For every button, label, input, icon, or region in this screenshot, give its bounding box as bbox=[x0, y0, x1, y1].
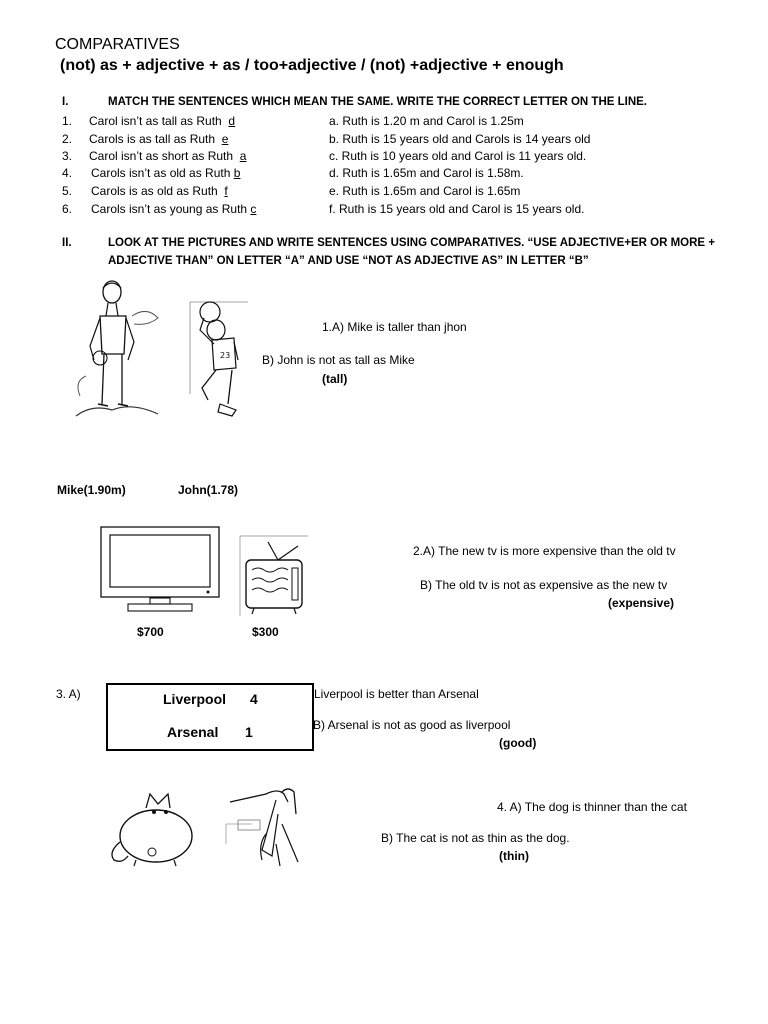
item-option: b. Ruth is 15 years old and Carols is 14 years old bbox=[329, 132, 591, 146]
thin-dog-picture bbox=[222, 784, 308, 870]
q2-answer-a: 2.A) The new tv is more expensive than the old tv bbox=[413, 544, 676, 558]
item-answer: a bbox=[239, 149, 247, 163]
team2-name: Arsenal bbox=[167, 724, 219, 740]
item-sentence bbox=[89, 114, 235, 128]
q4-adjective: (thin) bbox=[499, 849, 529, 863]
item-number: 2. bbox=[62, 132, 73, 146]
new-tv-picture bbox=[100, 526, 220, 614]
price-old-tv: $300 bbox=[252, 625, 279, 639]
item-sentence bbox=[91, 184, 228, 198]
section1-heading: MATCH THE SENTENCES WHICH MEAN THE SAME. WRITE THE CORRECT LETTER ON THE LINE. bbox=[108, 96, 648, 108]
worksheet-subtitle: (not) as + adjective + as / too+adjective / (not) +adjective + enough bbox=[60, 57, 564, 74]
item-text: Carols isn’t as young as Ruth bbox=[91, 202, 248, 216]
short-boy-picture bbox=[188, 300, 250, 422]
item-text: Carols is as tall as Ruth bbox=[89, 132, 216, 146]
item-sentence bbox=[89, 132, 228, 146]
section1-numeral: I. bbox=[62, 96, 69, 108]
item-option: d. Ruth is 1.65m and Carol is 1.58m. bbox=[329, 166, 524, 180]
old-tv-picture bbox=[238, 536, 308, 616]
item-sentence bbox=[91, 166, 240, 180]
q3-label: 3. A) bbox=[56, 687, 81, 701]
item-sentence bbox=[91, 202, 256, 216]
label-mike: Mike(1.90m) bbox=[57, 483, 126, 497]
item-answer: d bbox=[228, 114, 236, 128]
label-john: John(1.78) bbox=[178, 483, 239, 497]
item-number: 4. bbox=[62, 166, 73, 180]
item-text: Carols is as old as Ruth bbox=[91, 184, 218, 198]
q3-adjective: (good) bbox=[499, 736, 537, 750]
item-answer: f bbox=[224, 184, 228, 198]
q3-answer-b: B) Arsenal is not as good as liverpool bbox=[313, 718, 511, 732]
section2-heading-line2: ADJECTIVE THAN” ON LETTER “A” AND USE “NOT AS ADJECTIVE AS” IN LETTER “B” bbox=[108, 255, 589, 267]
q4-answer-a: 4. A) The dog is thinner than the cat bbox=[497, 800, 687, 814]
team1-score: 4 bbox=[250, 691, 258, 707]
q4-answer-b: B) The cat is not as thin as the dog. bbox=[381, 831, 570, 845]
worksheet-title: COMPARATIVES bbox=[55, 36, 180, 53]
team2-score: 1 bbox=[245, 724, 253, 740]
item-text: Carols isn’t as old as Ruth bbox=[91, 166, 231, 180]
item-text: Carol isn’t as tall as Ruth bbox=[89, 114, 222, 128]
q2-adjective: (expensive) bbox=[608, 596, 675, 610]
item-answer: c bbox=[250, 202, 257, 216]
item-number: 5. bbox=[62, 184, 73, 198]
tall-boy-picture bbox=[72, 276, 162, 422]
svg-text:23: 23 bbox=[220, 351, 231, 360]
item-answer: e bbox=[221, 132, 229, 146]
item-text: Carol isn’t as short as Ruth bbox=[89, 149, 234, 163]
item-option: c. Ruth is 10 years old and Carol is 11 years old. bbox=[329, 149, 587, 163]
scoreboard bbox=[106, 683, 314, 751]
item-answer: b bbox=[233, 166, 241, 180]
q3-answer-a: Liverpool is better than Arsenal bbox=[314, 687, 479, 701]
section2-numeral: II. bbox=[62, 237, 72, 249]
fat-cat-picture bbox=[106, 786, 198, 870]
section2-heading-line1: LOOK AT THE PICTURES AND WRITE SENTENCES USING COMPARATIVES. “USE ADJECTIVE+ER OR MORE + bbox=[108, 237, 716, 249]
team1-name: Liverpool bbox=[163, 691, 227, 707]
item-number: 6. bbox=[62, 202, 73, 216]
q1-adjective: (tall) bbox=[322, 372, 348, 386]
q2-answer-b: B) The old tv is not as expensive as the new tv bbox=[420, 578, 668, 592]
item-option: a. Ruth is 1.20 m and Carol is 1.25m bbox=[329, 114, 524, 128]
item-sentence bbox=[89, 149, 246, 163]
item-number: 1. bbox=[62, 114, 73, 128]
item-number: 3. bbox=[62, 149, 73, 163]
q1-answer-a: 1.A) Mike is taller than jhon bbox=[322, 320, 467, 334]
item-option: f. Ruth is 15 years old and Carol is 15 years old. bbox=[329, 202, 585, 216]
q1-answer-b: B) John is not as tall as Mike bbox=[262, 353, 415, 367]
item-option: e. Ruth is 1.65m and Carol is 1.65m bbox=[329, 184, 521, 198]
price-new-tv: $700 bbox=[137, 625, 164, 639]
